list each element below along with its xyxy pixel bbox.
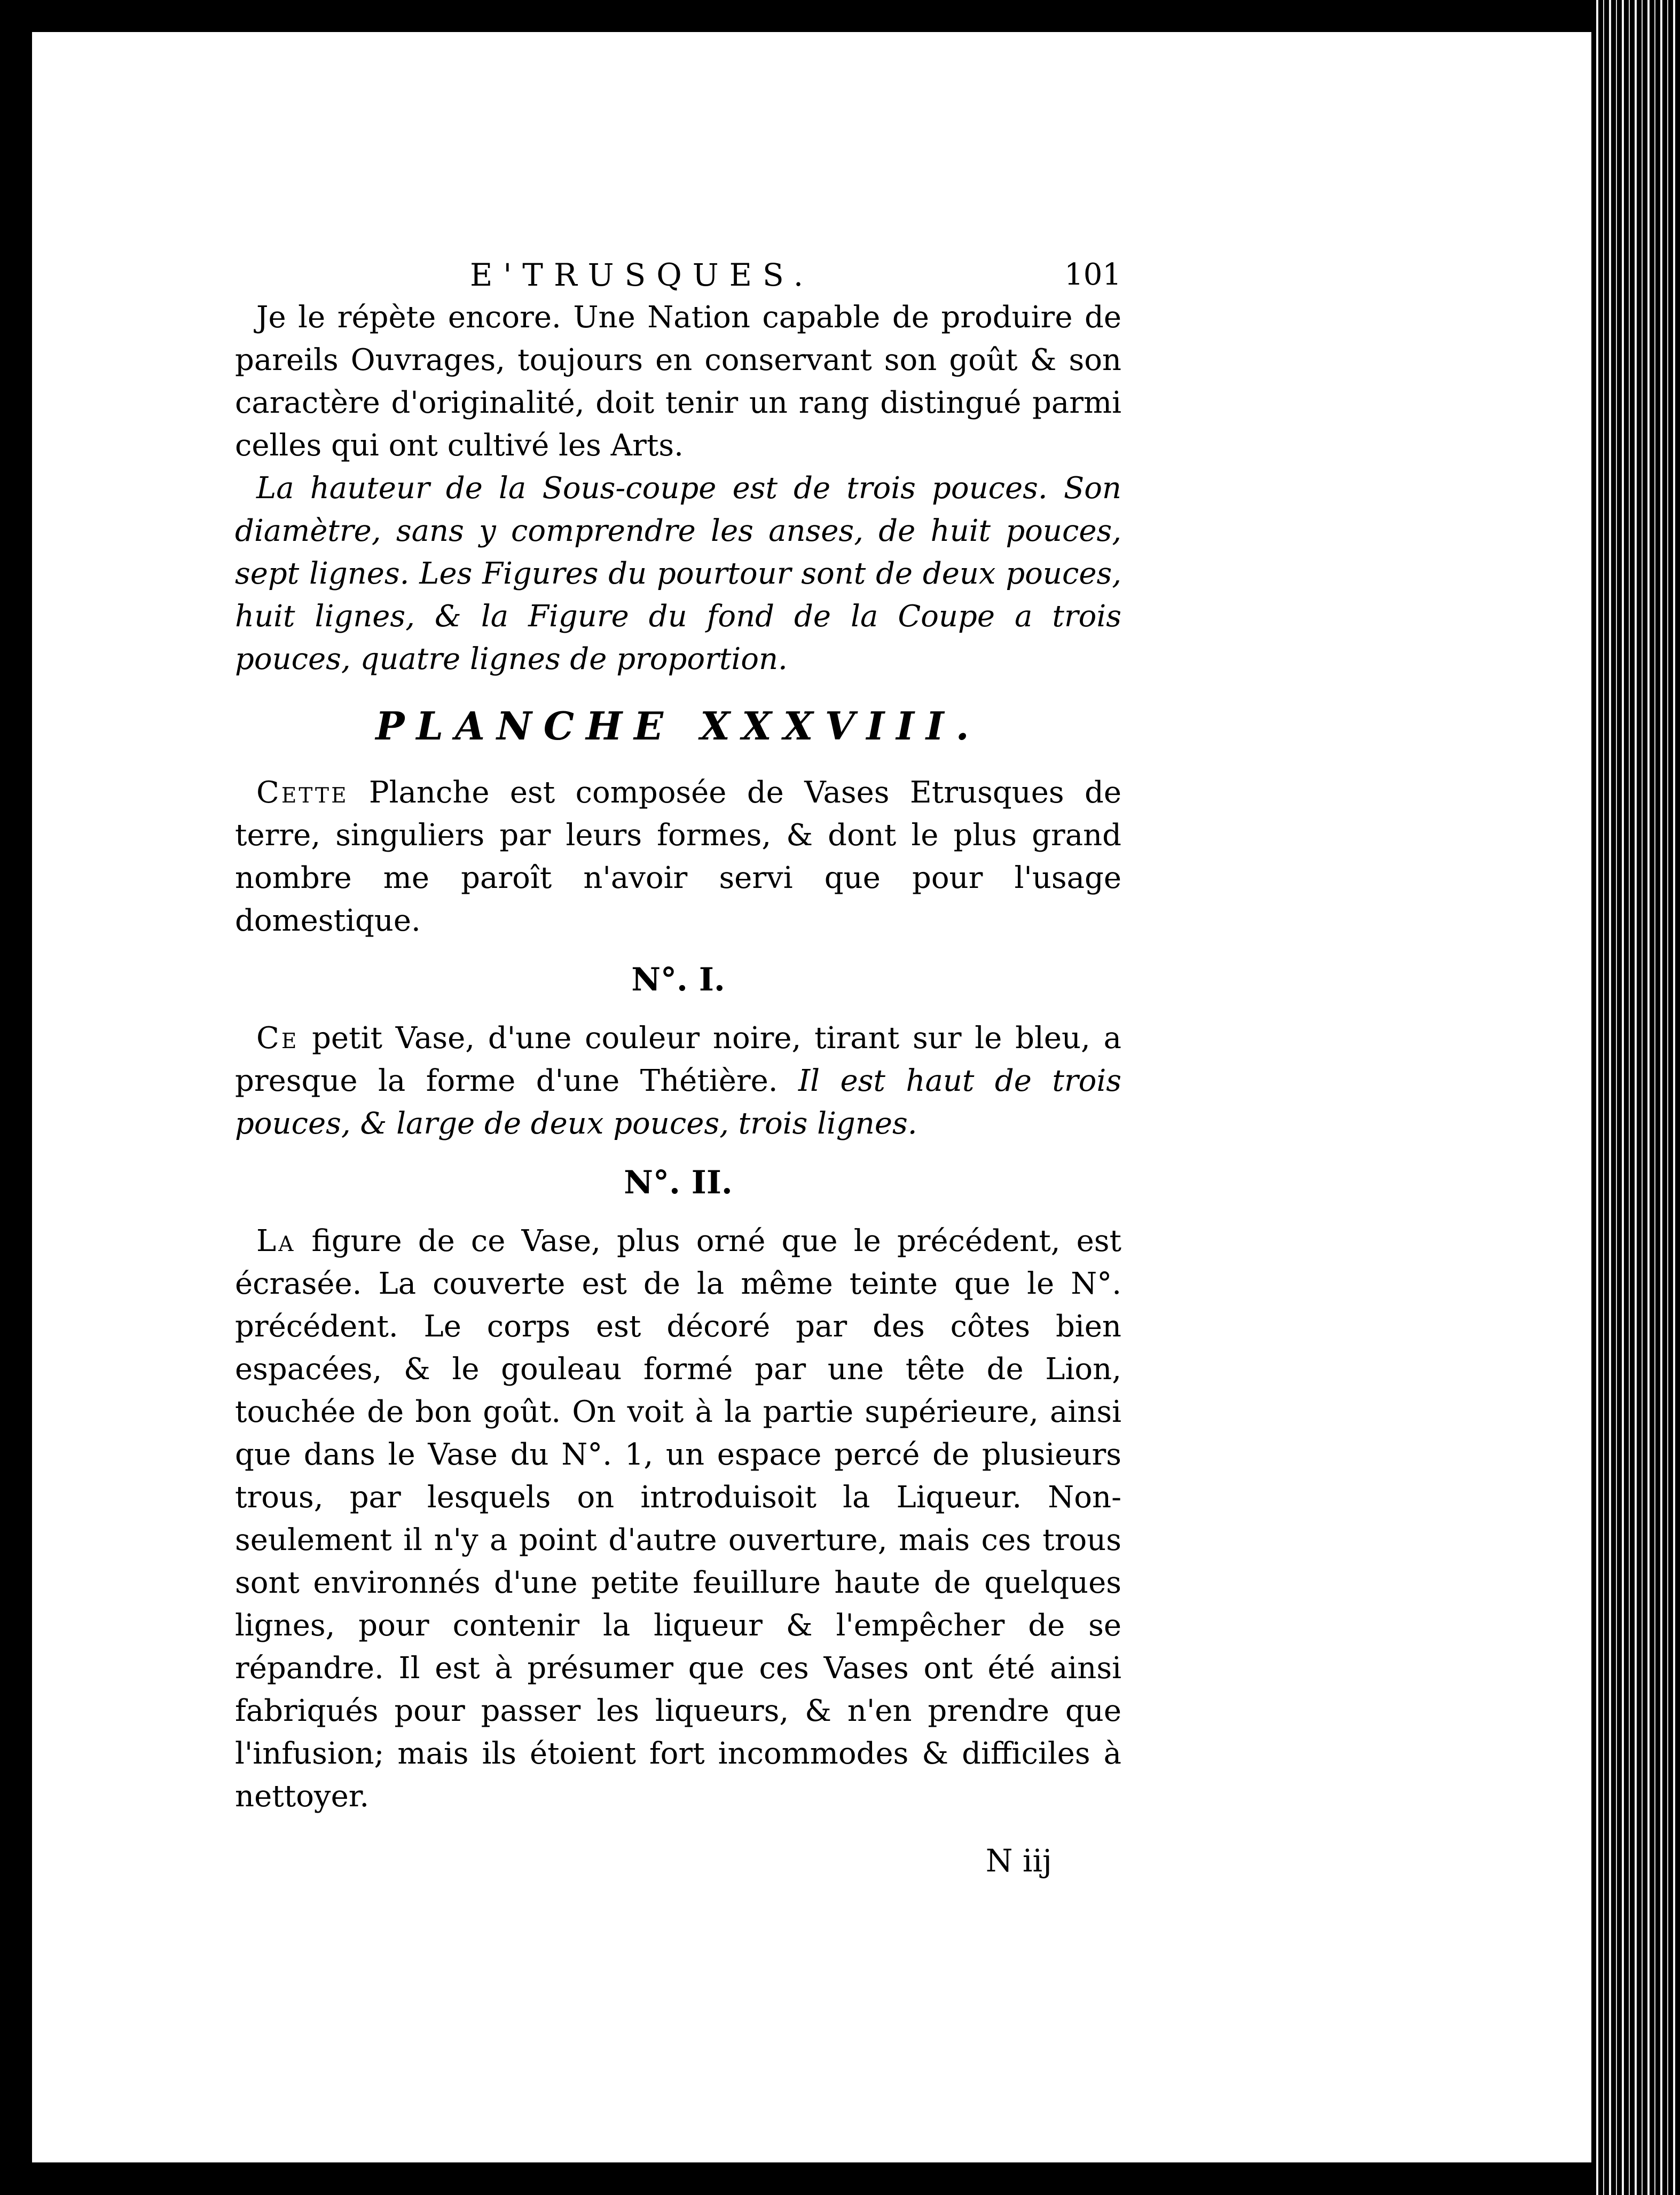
- item-2-lead: La: [256, 1224, 296, 1258]
- item-1-dimensions: Il est haut de trois pouces, & large de deux pouces, trois lignes.: [235, 1064, 1121, 1141]
- book-page: [32, 32, 1591, 2162]
- section-intro-lead: Cette: [256, 775, 349, 810]
- item-1-heading: N°. I.: [631, 961, 725, 998]
- page-number: 101: [1064, 257, 1121, 292]
- running-title: E'TRUSQUES.: [470, 257, 814, 293]
- running-head: [235, 254, 1121, 296]
- item-2-text: figure de ce Vase, plus orné que le précédent, est écrasée. La couverte est de la même teinte que le N°. précédent. Le corps est décoré par des côtes bien espacées, & le gouleau formé par une tête de Lion, touchée de bon goût. On voit à la partie supérieure, ainsi que dans le Vase du N°. 1, un espace percé de plusieurs trous, par lesquels on introduisoit la Liqueur. Non-seulement il n'y a point d'autre ouverture, mais ces trous sont environnés d'une petite feuillure haute de quelques lignes, pour contenir la liqueur & l'empêcher de se répandre. Il est à présumer que ces Vases ont été ainsi fabriqués pour passer les liqueurs, & n'en prendre que l'infusion; mais ils étoient fort incommodes & difficiles à nettoyer.: [235, 1224, 1121, 1814]
- section-intro-text: Planche est composée de Vases Etrusques de terre, singuliers par leurs formes, & dont le plus grand nombre me paroît n'avoir servi que pour l'usage domestique.: [235, 775, 1121, 938]
- paragraph-conclusion: Je le répète encore. Une Nation capable de produire de pareils Ouvrages, toujours en conservant son goût & son caractère d'originalité, doit tenir un rang distingué parmi celles qui ont cultivé les Arts.: [235, 300, 1121, 463]
- item-1-lead: Ce: [256, 1021, 299, 1056]
- item-1-text: petit Vase, d'une couleur noire, tirant sur le bleu, a presque la forme d'une Thétière.: [235, 1021, 1121, 1098]
- paragraph-dimensions: La hauteur de la Sous-coupe est de trois pouces. Son diamètre, sans y comprendre les anses, de huit pouces, sept lignes. Les Figures du pourtour sont de deux pouces, huit lignes, & la Figure du fond de la Coupe a trois pouces, quatre lignes de proportion.: [235, 471, 1121, 676]
- page-edge: [1591, 0, 1680, 2195]
- signature-mark: N iij: [985, 1843, 1052, 1879]
- section-intro: [235, 772, 1121, 942]
- item-2-paragraph: [235, 1220, 1121, 1818]
- item-2-heading: N°. II.: [624, 1164, 733, 1201]
- text-block: [235, 254, 1121, 1882]
- item-1-paragraph: [235, 1017, 1121, 1145]
- section-heading: PLANCHE XXXVIII.: [375, 703, 981, 749]
